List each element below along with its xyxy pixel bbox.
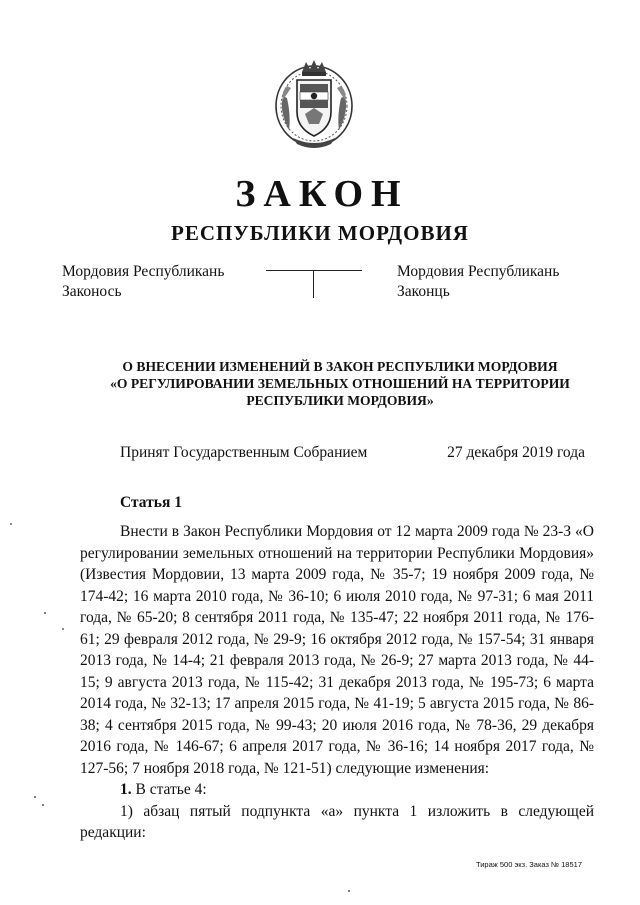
law-heading-line-2: «О РЕГУЛИРОВАНИИ ЗЕМЕЛЬНЫХ ОТНОШЕНИЙ НА ТЕРРИТОРИИ <box>110 376 570 391</box>
left-label-line-1: Мордовия Республикань <box>62 263 225 280</box>
article-paragraph: Внести в Закон Республики Мордовия от 12 марта 2009 года № 23-З «О регулировании земельных отношений на территории Республики Мордовия» (Известия Мордовии, 13 марта 2009 года, № 35-7; 19 ноября 2009 года, № 174-42; 16 марта 2010 года, № 36-10; 6 июля 2010 года, № 97-31; 6 мая 2011 года, № 65-20; 8 сентября 2011 года, № 135-47; 22 ноября 2011 года, № 176-61; 29 февраля 2012 года, № 29-9; 16 октября 2012 года, № 157-54; 31 января 2013 года, № 14-4; 21 февраля 2013 года, № 26-9; 27 марта 2013 года, № 44-15; 9 августа 2013 года, № 115-42; 31 декабря 2013 года, № 195-73; 6 марта 2014 года, № 32-13; 17 апреля 2015 года, № 41-19; 5 августа 2015 года, № 86-38; 4 сентября 2015 года, № 99-43; 20 июля 2016 года, № 78-36, 29 декабря 2016 года, № 146-67; 6 апреля 2017 года, № 36-16; 14 ноября 2017 года, № 127-56; 7 ноября 2018 года, № 121-51) следующие изменения: <box>80 523 594 777</box>
right-label-line-1: Мордовия Республикань <box>397 263 560 280</box>
left-label-line-2: Законось <box>62 283 122 300</box>
item-1-text: В статье 4: <box>131 781 207 798</box>
emblem-icon <box>271 56 357 150</box>
law-heading-line-3: РЕСПУБЛИКИ МОРДОВИЯ» <box>246 393 434 408</box>
print-run-note: Тираж 500 экз. Заказ № 18517 <box>475 860 582 869</box>
scan-speck <box>42 804 44 806</box>
coat-of-arms-emblem <box>271 56 357 150</box>
document-title: ЗАКОН <box>235 173 409 215</box>
right-label-line-2: Законць <box>397 283 450 300</box>
scan-speck <box>348 890 350 892</box>
document-subtitle: РЕСПУБЛИКИ МОРДОВИЯ <box>171 221 469 245</box>
header-divider-vertical <box>313 270 314 298</box>
right-language-label <box>397 262 559 302</box>
adopted-date: 27 декабря 2019 года <box>447 444 585 461</box>
scan-speck <box>44 612 46 614</box>
header-divider-horizontal <box>266 270 362 271</box>
item-1 <box>80 779 594 801</box>
left-language-label <box>62 262 224 302</box>
law-heading-line-1: О ВНЕСЕНИИ ИЗМЕНЕНИЙ В ЗАКОН РЕСПУБЛИКИ МОРДОВИЯ <box>122 359 558 374</box>
scan-speck <box>34 796 36 798</box>
scan-speck <box>10 523 12 525</box>
article-body <box>80 521 594 844</box>
article-title: Статья 1 <box>120 494 182 511</box>
subitem-1: 1) абзац пятый подпункта «а» пункта 1 изложить в следующей редакции: <box>80 802 594 841</box>
adopted-by-text: Принят Государственным Собранием <box>120 444 368 461</box>
scan-speck <box>62 628 64 630</box>
law-heading <box>80 358 600 409</box>
item-1-number: 1. <box>120 781 132 798</box>
